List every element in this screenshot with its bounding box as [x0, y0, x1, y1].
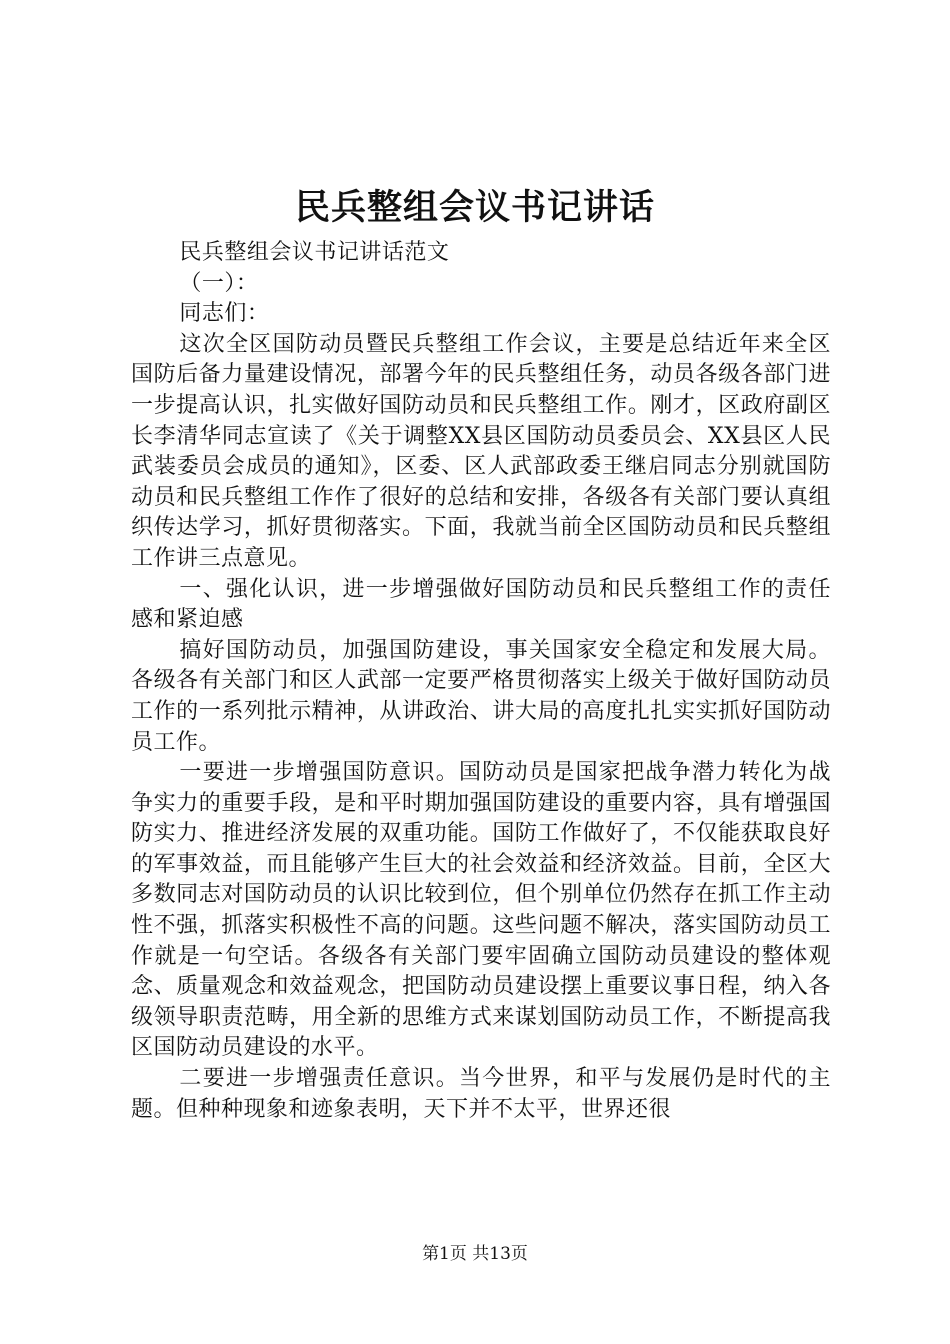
section-heading: 一、强化认识，进一步增强做好国防动员和民兵整组工作的责任感和紧迫感 [131, 576, 831, 633]
document-paragraph: 搞好国防动员，加强国防建设，事关国家安全稳定和发展大局。各级各有关部门和区人武部一定要严格贯彻落实上级关于做好国防动员工作的一系列批示精神，从讲政治、讲大局的高度扎扎实实抓好国防动员工作。 [131, 637, 831, 755]
document-paragraph: 同志们： [179, 301, 270, 327]
document-paragraph: 一要进一步增强国防意识。国防动员是国家把战争潜力转化为战争实力的重要手段，是和平时期加强国防建设的重要内容，具有增强国防实力、推进经济发展的双重功能。国防工作做好了，不仅能获取良好的军事效益，而且能够产生巨大的社会效益和经济效益。目前，全区大多数同志对国防动员的认识比较到位，但个别单位仍然存在抓工作主动性不强，抓落实积极性不高的问题。这些问题不解决，落实国防动员工作就是一句空话。各级各有关部门要牢固确立国防动员建设的整体观念、质量观念和效益观念，把国防动员建设摆上重要议事日程，纳入各级领导职责范畴，用全新的思维方式来谋划国防动员工作，不断提高我区国防动员建设的水平。 [131, 760, 831, 1061]
page-footer: 第1页 共13页 [422, 1244, 528, 1264]
document-title: 民兵整组会议书记讲话 [294, 187, 655, 228]
document-paragraph: 民兵整组会议书记讲话范文 [179, 240, 450, 265]
document-body [131, 238, 831, 1125]
document-paragraph: 二要进一步增强责任意识。当今世界，和平与发展仍是时代的主题。但种种现象和迹象表明，天下并不太平，世界还很 [131, 1066, 831, 1122]
document-paragraph: （一）： [179, 270, 259, 296]
document-paragraph: 这次全区国防动员暨民兵整组工作会议，主要是总结近年来全区国防后备力量建设情况，部署今年的民兵整组任务，动员各级各部门进一步提高认识，扎实做好国防动员和民兵整组工作。刚才，区政府副区长李清华同志宣读了《关于调整XX县区国防动员委员会、XX县区人民武装委员会成员的通知》，区委、区人武部政委王继启同志分别就国防动员和民兵整组工作作了很好的总结和安排，各级各有关部门要认真组织传达学习，抓好贯彻落实。下面，我就当前全区国防动员和民兵整组工作讲三点意见。 [131, 331, 831, 571]
